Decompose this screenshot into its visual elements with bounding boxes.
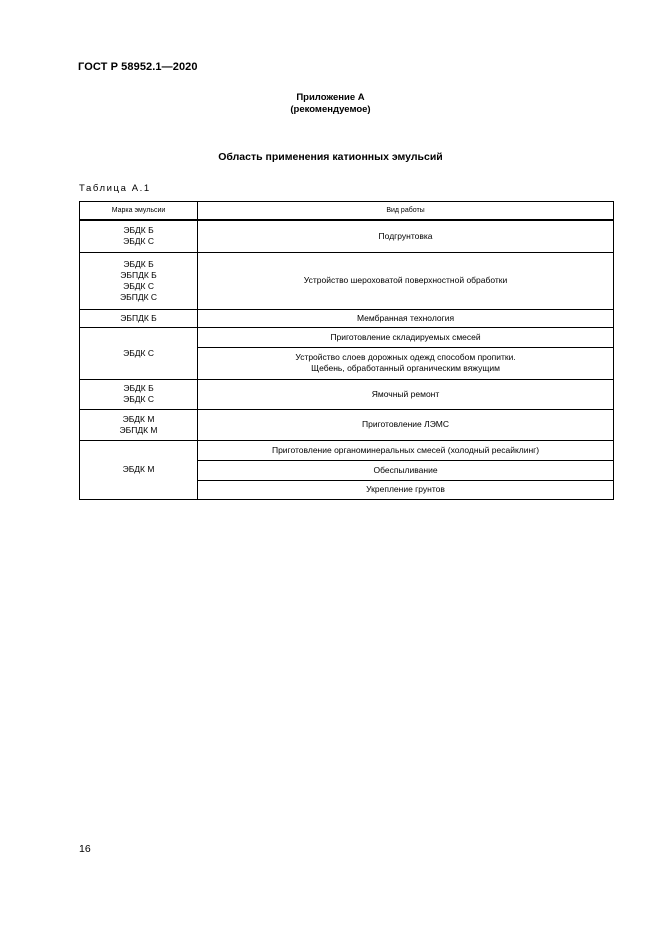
grade-cell <box>80 409 198 440</box>
grade-line: ЭБДК С <box>123 280 154 291</box>
appendix-subtitle: (рекомендуемое) <box>290 104 371 115</box>
table-row <box>80 409 614 440</box>
work-cell: Приготовление ЛЭМС <box>198 409 614 440</box>
grade-line: ЭБПДК С <box>120 291 158 302</box>
table-row <box>80 252 614 309</box>
grade-line: ЭБПДК М <box>119 424 158 435</box>
grade-cell: ЭБДК М <box>80 440 198 499</box>
grade-line: ЭБДК М <box>122 413 155 424</box>
work-cell: Приготовление складируемых смесей <box>198 327 614 347</box>
work-cell: Мембранная технология <box>198 309 614 327</box>
table-caption: Таблица А.1 <box>79 183 151 194</box>
grade-line: ЭБДК С <box>123 236 154 247</box>
grade-cell <box>80 252 198 309</box>
page-number: 16 <box>79 843 91 855</box>
work-cell: Приготовление органоминеральных смесей (холодный ресайклинг) <box>198 440 614 460</box>
application-table <box>79 201 614 500</box>
grade-cell <box>80 220 198 252</box>
grade-line: ЭБПДК Б <box>120 269 157 280</box>
work-cell: Подгрунтовка <box>198 220 614 252</box>
grade-cell: ЭБДК С <box>80 327 198 379</box>
work-line: Устройство слоев дорожных одежд способом пропитки. <box>295 352 516 362</box>
grade-line: ЭБДК С <box>123 394 154 404</box>
work-cell: Устройство шероховатой поверхностной обработки <box>198 252 614 309</box>
grade-cell <box>80 379 198 409</box>
section-title: Область применения катионных эмульсий <box>218 151 443 163</box>
grade-line: ЭБДК Б <box>123 225 154 236</box>
grade-line: ЭБДК Б <box>123 258 154 269</box>
appendix-title: Приложение А <box>296 92 365 103</box>
table-row <box>80 220 614 252</box>
work-cell: Обеспыливание <box>198 460 614 480</box>
table-row <box>80 440 614 460</box>
table-row <box>80 379 614 409</box>
grade-line: ЭБДК Б <box>123 383 154 393</box>
work-cell: Ямочный ремонт <box>198 379 614 409</box>
header-grade: Марка эмульсии <box>80 202 198 221</box>
work-cell <box>198 347 614 379</box>
header-work: Вид работы <box>198 202 614 221</box>
work-line: Щебень, обработанный органическим вяжущим <box>311 363 500 373</box>
table-row <box>80 327 614 347</box>
grade-cell: ЭБПДК Б <box>80 309 198 327</box>
table-row <box>80 309 614 327</box>
work-cell: Укрепление грунтов <box>198 480 614 499</box>
document-code: ГОСТ Р 58952.1—2020 <box>78 61 198 73</box>
